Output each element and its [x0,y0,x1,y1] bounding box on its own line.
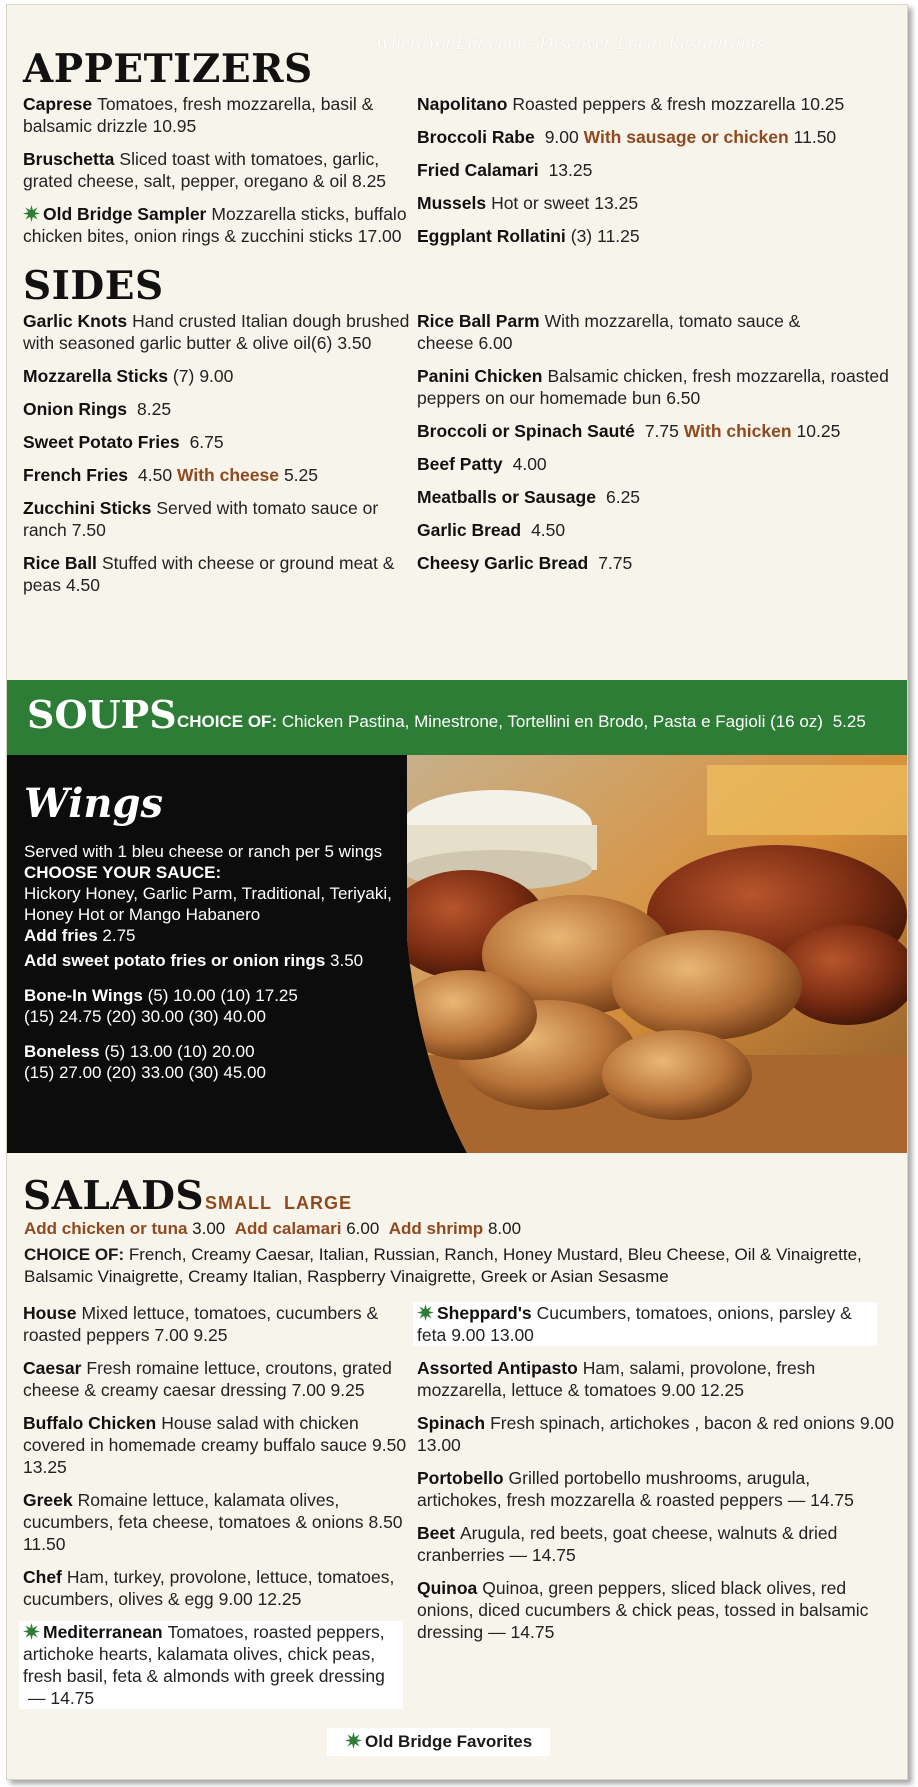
wings-add-sweet-price: 3.50 [330,951,364,970]
item-description: Mozzarella sticks, buffalo chicken bites, onion rings & zucchini sticks [23,204,407,246]
item-description: Grilled portobello mushrooms, arugula, artichokes, fresh mozzarella & roasted peppers [417,1468,811,1510]
wings-served-note: Served with 1 bleu cheese or ranch per 5 wings [24,842,383,861]
menu-item [417,1522,897,1566]
menu-item [23,552,413,596]
boneless-label: Boneless [24,1042,100,1061]
item-name: Old Bridge Sampler [43,204,207,224]
item-price: 4.50 [65,575,101,595]
item-price: 13.25 [548,160,593,180]
item-name: Greek [23,1490,73,1510]
item-price: 4.50 [531,520,566,540]
item-price: 9.00 [544,127,579,147]
item-price: 8.50 11.50 [23,1512,403,1554]
menu-item [23,1566,423,1610]
dressing-choice-label: CHOICE OF: [24,1245,125,1264]
favorites-label: Old Bridge Favorites [365,1732,533,1751]
appetizers-right-column [417,93,897,258]
item-price: 9.00 13.00 [451,1325,534,1345]
item-name: Beet [417,1523,455,1543]
wings-sauce-label: CHOOSE YOUR SAUCE: [24,863,222,882]
item-name: Caprese [23,94,93,114]
item-price: — 14.75 [787,1490,854,1510]
menu-item [417,1577,897,1643]
menu-item [417,126,897,148]
item-description: Roasted peppers & fresh mozzarella [512,94,796,114]
item-description: Fresh romaine lettuce, croutons, grated cheese & creamy caesar dressing [23,1358,392,1400]
menu-item [23,497,413,541]
menu-item [417,310,897,354]
item-name: Napolitano [417,94,508,114]
item-extra-option: With chicken [683,421,792,441]
menu-item [23,148,413,192]
wings-add-sweet-label: Add sweet potato fries or onion rings [24,951,326,970]
size-small-label: SMALL [205,1193,272,1213]
item-name: Cheesy Garlic Bread [417,553,589,573]
item-name: Broccoli or Spinach Sauté [417,421,635,441]
sides-title: SIDES [23,263,164,309]
menu-item [417,192,897,214]
salads-right-column [417,1302,897,1654]
starburst-icon [23,205,40,222]
item-price: — 14.75 [488,1622,555,1642]
item-price: — 14.75 [509,1545,576,1565]
item-extra-price: 5.25 [283,465,319,485]
salad-size-labels [205,1193,352,1214]
menu-item [23,203,413,247]
bone-in-label: Bone-In Wings [24,986,143,1005]
item-name: Rice Ball Parm [417,311,540,331]
menu-item [23,398,413,420]
wings-title: Wings [24,780,163,827]
item-name: Assorted Antipasto [417,1358,578,1378]
wings-photo [407,755,907,1153]
item-price: 6.25 [605,487,641,507]
item-price: 10.95 [152,116,197,136]
item-price: 3.50 [337,333,372,353]
wings-add-fries-label: Add fries [24,926,98,945]
item-name: Spinach [417,1413,486,1433]
menu-item [417,486,897,508]
item-description: (7) [172,366,195,386]
menu-item [19,1621,403,1709]
item-price: 6.00 [478,333,513,353]
item-name: Meatballs or Sausage [417,487,596,507]
item-description: Hand crusted Italian dough brushed with seasoned garlic butter & olive oil(6) [23,311,410,353]
starburst-icon [23,1623,40,1640]
item-price: — 14.75 [28,1688,95,1708]
menu-item [413,1302,877,1346]
menu-item [23,1302,423,1346]
menu-item [417,225,897,247]
item-price: 11.25 [597,226,640,246]
item-name: Zucchini Sticks [23,498,152,518]
salads-left-column [23,1302,423,1720]
extra-chicken-tuna-label: Add chicken or tuna [24,1219,188,1238]
soups-choice-label: CHOICE OF: [177,712,278,731]
item-extra-option: With cheese [176,465,279,485]
item-price: 7.75 [644,421,679,441]
watermark: WhereYouEat.com - Discover Local Restaurants [375,33,765,54]
item-name: Eggplant Rollatini [417,226,566,246]
item-name: Chef [23,1567,62,1587]
menu-item [23,1489,423,1555]
item-price: 6.75 [189,432,224,452]
item-description: Sliced toast with tomatoes, garlic, grated cheese, salt, pepper, oregano & oil [23,149,380,191]
item-name: Portobello [417,1468,504,1488]
menu-item [417,1357,897,1401]
item-description: Stuffed with cheese or ground meat & peas [23,553,395,595]
size-large-label: LARGE [284,1193,353,1213]
menu-page [6,4,908,1780]
menu-item [23,365,413,387]
item-extra-option: With sausage or chicken [583,127,789,147]
item-description: Ham, turkey, provolone, lettuce, tomatoes, cucumbers, olives & egg [23,1567,395,1609]
item-name: Mussels [417,193,487,213]
item-price: 9.00 13.00 [417,1413,894,1455]
menu-item [23,310,413,354]
item-description: With mozzarella, tomato sauce & cheese [417,311,801,353]
appetizers-title: APPETIZERS [23,46,313,92]
menu-item [417,1467,897,1511]
item-name: Sweet Potato Fries [23,432,180,452]
soups-price: 5.25 [832,712,866,731]
item-name: Bruschetta [23,149,115,169]
item-name: Garlic Knots [23,311,128,331]
item-name: Mediterranean [43,1622,163,1642]
appetizers-left-column [23,93,413,258]
item-name: Fried Calamari [417,160,539,180]
item-name: Sheppard's [437,1303,532,1323]
item-price: 4.00 [512,454,547,474]
menu-item [23,431,413,453]
item-description: Tomatoes, roasted peppers, artichoke hearts, kalamata olives, chick peas, fresh basil, feta & almonds with greek dressing [23,1622,385,1686]
item-description: Ham, salami, provolone, fresh mozzarella, lettuce & tomatoes [417,1358,816,1400]
item-description: Served with tomato sauce or ranch [23,498,379,540]
salad-extras [24,1218,521,1240]
item-name: Panini Chicken [417,366,543,386]
item-price: 9.50 13.25 [23,1435,407,1477]
item-description: Hot or sweet [491,193,590,213]
item-description: Romaine lettuce, kalamata olives, cucumbers, feta cheese, tomatoes & onions [23,1490,364,1532]
menu-item [23,1412,423,1478]
item-name: Mozzarella Sticks [23,366,168,386]
menu-item [417,420,897,442]
item-price: 8.25 [137,399,172,419]
item-price: 7.00 9.25 [291,1380,365,1400]
menu-item [417,519,897,541]
wings-text [24,841,404,1083]
item-name: Garlic Bread [417,520,522,540]
menu-item [417,159,897,181]
dressing-choice-text: French, Creamy Caesar, Italian, Russian, Ranch, Honey Mustard, Bleu Cheese, Oil & Vinaigrette, Balsamic Vinaigrette, Creamy Italian, Raspberry Vinaigrette, Greek or Asian Sesasme [24,1245,862,1286]
menu-item [417,365,897,409]
item-price: 8.25 [351,171,387,191]
wings-sauces: Hickory Honey, Garlic Parm, Traditional, Teriyaki, Honey Hot or Mango Habanero [24,884,392,924]
starburst-icon [417,1304,434,1321]
extra-calamari-price: 6.00 [346,1219,380,1238]
item-price: 7.00 9.25 [154,1325,228,1345]
menu-item [417,1412,897,1456]
extra-shrimp-price: 8.00 [487,1219,522,1238]
menu-item [23,1357,423,1401]
soups-title: SOUPS [27,692,177,737]
extra-shrimp-label: Add shrimp [388,1219,484,1238]
menu-item [417,453,897,475]
item-price: 17.00 [357,226,402,246]
favorites-legend [327,1728,550,1756]
item-extra-price: 11.50 [793,127,837,147]
salads-title: SALADS [23,1173,205,1219]
item-description: Arugula, red beets, goat cheese, walnuts & dried cranberries [417,1523,838,1565]
item-extra-price: 10.25 [796,421,841,441]
item-description: Mixed lettuce, tomatoes, cucumbers & roasted peppers [23,1303,379,1345]
sides-left-column [23,310,413,607]
menu-item [417,552,897,574]
soups-choice-text: Chicken Pastina, Minestrone, Tortellini en Brodo, Pasta e Fagioli (16 oz) [281,712,823,731]
item-price: 9.00 [199,366,234,386]
item-name: Beef Patty [417,454,503,474]
menu-item [23,93,413,137]
item-description: House salad with chicken covered in homemade creamy buffalo sauce [23,1413,368,1455]
item-name: French Fries [23,465,129,485]
item-description: Cucumbers, tomatoes, onions, parsley & feta [417,1303,852,1345]
item-name: Rice Ball [23,553,97,573]
item-name: House [23,1303,77,1323]
starburst-icon [345,1732,362,1749]
boneless-prices-2: (15) 27.00 (20) 33.00 (30) 45.00 [24,1063,266,1082]
item-name: Broccoli Rabe [417,127,535,147]
boneless-prices-1: (5) 13.00 (10) 20.00 [104,1042,255,1061]
item-description: Balsamic chicken, fresh mozzarella, roasted peppers on our homemade bun [417,366,889,408]
item-price: 13.25 [594,193,639,213]
item-price: 6.50 [666,388,701,408]
item-name: Caesar [23,1358,82,1378]
menu-item [417,93,897,115]
extra-calamari-label: Add calamari [234,1219,342,1238]
dressing-choices [24,1244,894,1288]
item-name: Quinoa [417,1578,478,1598]
item-price: 4.50 [138,465,173,485]
item-description: Tomatoes, fresh mozzarella, basil & balsamic drizzle [23,94,374,136]
bone-in-prices-1: (5) 10.00 (10) 17.25 [147,986,298,1005]
item-price: 9.00 12.25 [218,1589,302,1609]
item-price: 7.50 [71,520,106,540]
item-price: 10.25 [800,94,845,114]
menu-item [23,464,413,486]
item-description: Quinoa, green peppers, sliced black olives, red onions, diced cucumbers & chick peas, tossed in balsamic dressing [417,1578,869,1642]
item-name: Onion Rings [23,399,128,419]
wings-add-fries-price: 2.75 [102,926,136,945]
item-description: (3) [570,226,593,246]
item-description: Fresh spinach, artichokes , bacon & red onions [490,1413,855,1433]
item-price: 9.00 12.25 [661,1380,744,1400]
soups-choice-line [177,712,866,732]
extra-chicken-tuna-price: 3.00 [192,1219,226,1238]
item-name: Buffalo Chicken [23,1413,157,1433]
bone-in-prices-2: (15) 24.75 (20) 30.00 (30) 40.00 [24,1007,266,1026]
item-price: 7.75 [598,553,633,573]
sides-right-column [417,310,897,585]
